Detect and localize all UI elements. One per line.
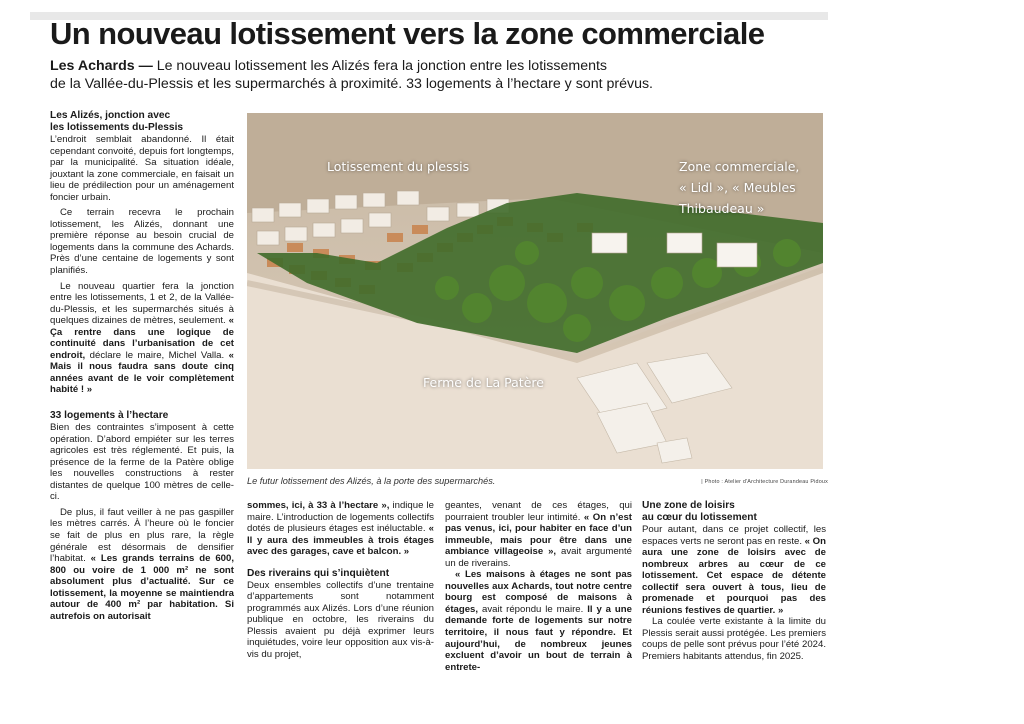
paragraph: « Les maisons à étages ne sont pas nouvelles aux Achards, tout notre centre bourg est composé de maisons à étages, avait répondu le maire. Il y a une demande forte de logements sur notre territoire, il nous faut y répondre. Et aujourd’hui, de nombreux jeunes excluent d’avoir un bout de terrain à entrete- — [445, 569, 632, 673]
article-lede — [50, 57, 810, 93]
article-column-4 — [642, 500, 826, 663]
section-heading: Des riverains qui s’inquiètent — [247, 567, 390, 579]
paragraph: Ce terrain recevra le prochain lotissement, les Alizés, donnant une première réponse au besoin crucial de logements dans la commune des Achards. Près d’une centaine de logements y sont planifiés. — [50, 207, 234, 277]
photo-label-plessis: Lotissement du plessis — [327, 159, 470, 174]
paragraph: geantes, venant de ces étages, qui pourraient troubler leur intimité. « On n’est pas venus, ici, pour habiter en face d’un immeuble, mais pour être dans une ambiance villageoise », avait argumenté un de riverains. — [445, 500, 632, 569]
photo-label-zone-commerciale: Zone commerciale, — [679, 159, 800, 174]
project-rendering-photo — [247, 113, 823, 469]
lede-place: Les Achards — — [50, 58, 153, 74]
photo-label-zone-commerciale-3: Thibaudeau » — [679, 201, 765, 216]
photo-credit: | Photo : Atelier d'Architecture Durandeau Pidoux — [701, 479, 828, 485]
article-column-1 — [50, 110, 234, 622]
photo-caption: Le futur lotissement des Alizés, à la porte des supermarchés. — [247, 476, 496, 486]
paragraph: De plus, il faut veiller à ne pas gaspiller les mètres carrés. À l’heure où le foncier se fait de plus en plus rare, la règle générale est désormais de densifier l’habitat. « Les grands terrains de 600, 800 ou voire de 1 000 m² ne sont absolument plus d’actualité. Sur ce lotissement, la moyenne se maintiendra autour de 400 m² par habitation. Si autrefois on autorisait — [50, 506, 234, 622]
photo-label-ferme: Ferme de La Patère — [423, 375, 544, 390]
section-heading: Une zone de loisirs au cœur du lotissement — [642, 500, 757, 523]
paragraph: La coulée verte existante à la limite du Plessis serait aussi protégée. Les premiers coups de pelle sont prévus pour l’été 2024. Premiers habitants attendus, fin 2025. — [642, 616, 826, 663]
section-heading: 33 logements à l’hectare — [50, 410, 169, 422]
paragraph: Deux ensembles collectifs d’une trentaine d’appartements sont notamment programmés aux Alizés. Lors d’une réunion publique en octobre, les riverains du Plessis avaient pu déjà exprimer leurs inquiétudes, voire leur opposition aux vis-à-vis du projet, — [247, 579, 434, 661]
lede-text: Le nouveau lotissement les Alizés fera la jonction entre les lotissements — [152, 58, 608, 74]
article-headline: Un nouveau lotissement vers la zone commerciale — [50, 16, 765, 51]
article-column-2 — [247, 500, 434, 661]
article-column-3 — [445, 500, 632, 673]
photo-label-zone-commerciale-2: « Lidl », « Meubles — [679, 180, 796, 195]
paragraph: sommes, ici, à 33 à l’hectare », indique le maire. L’introduction de logements collectifs dotés de plusieurs étages est inéluctable. « Il y aura des immeubles à trois étages avec des garages, cave et balcon. » — [247, 500, 434, 558]
paragraph: Bien des contraintes s’imposent à cette opération. D’abord empiéter sur les terres agricoles est très réglementé. Et puis, la présence de la ferme de la Patère oblige les nouvelles constructions à rester distantes de quelque 100 mètres de celle-ci. — [50, 422, 234, 503]
section-heading: Les Alizés, jonction avec les lotissements du-Plessis — [50, 110, 184, 133]
paragraph: L’endroit semblait abandonné. Il était cependant convoité, depuis fort longtemps, par la municipalité. Sa situation idéale, jouxtant la zone commerciale, en faisait un lieu de prédilection pour un aménagement foncier urbain. — [50, 134, 234, 203]
lede-text-line2: de la Vallée-du-Plessis et les supermarchés à proximité. 33 logements à l’hectare y sont prévus. — [50, 76, 653, 92]
paragraph: Pour autant, dans ce projet collectif, les espaces verts ne seront pas en reste. « On aura une zone de loisirs avec de nombreux arbres au cœur de ce lotissement. Cet espace de détente collectif sera ouvert à tous, lieu de promenade et pourquoi pas des réunions festives de quartier. » — [642, 524, 826, 616]
paragraph: Le nouveau quartier fera la jonction entre les lotissements, 1 et 2, de la Vallée-du-Plessis, et les supermarchés situés à quelques dizaines de mètres, seulement. « Ça rentre dans une logique de continuité dans l’urbanisation de cet endroit, déclare le maire, Michel Valla. « Mais il nous faudra sans doute cinq années avant de le voir complètement habité ! » — [50, 280, 234, 396]
